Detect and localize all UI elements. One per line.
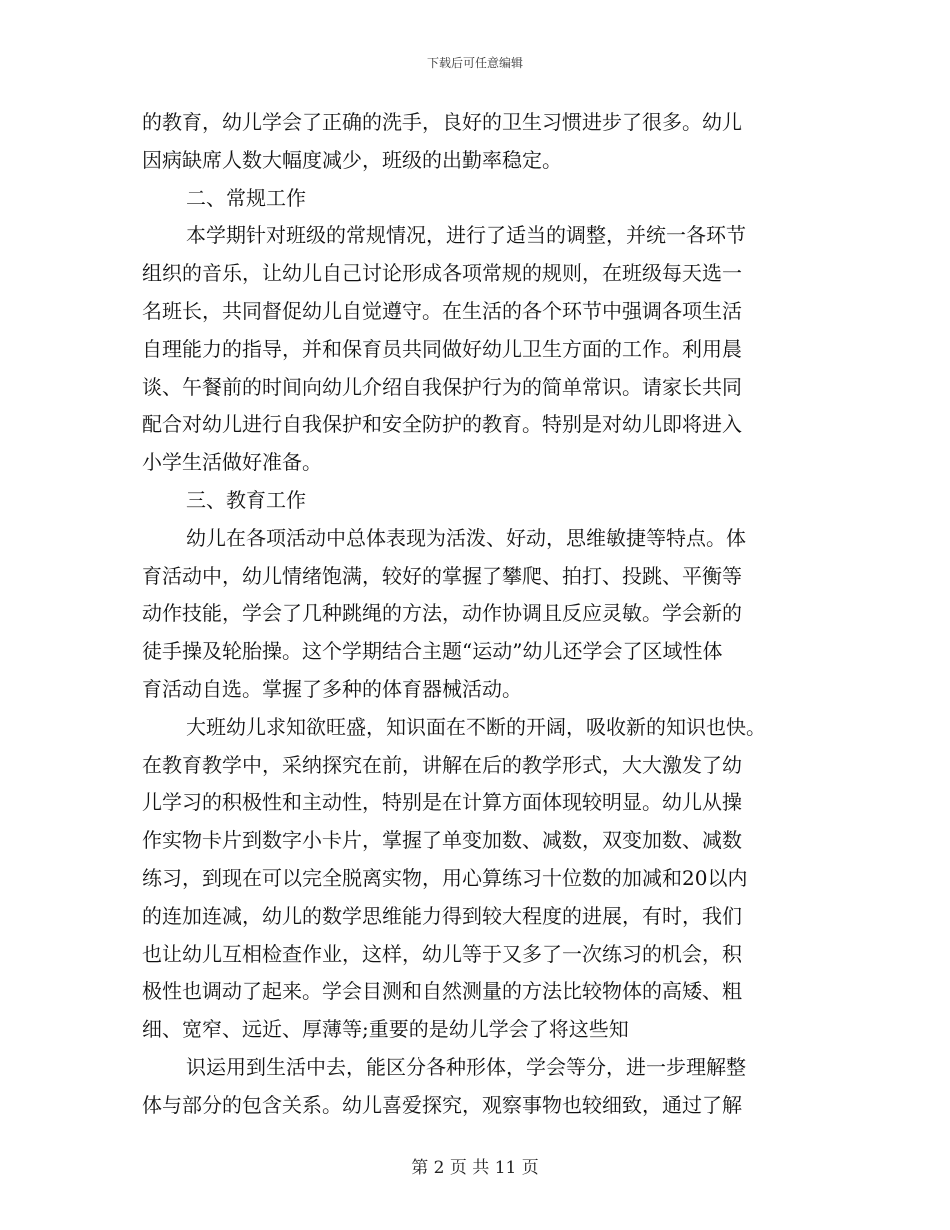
text-line: 细、宽窄、远近、厚薄等;重要的是幼儿学会了将这些知 [142,1017,629,1042]
text-line: 大班幼儿求知欲旺盛，知识面在不断的开阔，吸收新的知识也快。 [186,714,766,739]
text-line: 体与部分的包含关系。幼儿喜爱探究，观察事物也较细致，通过了解 [142,1092,742,1117]
text-line: 自理能力的指导，并和保育员共同做好幼儿卫生方面的工作。利用晨 [142,336,742,361]
text-line: 谈、午餐前的时间向幼儿介绍自我保护行为的简单常识。请家长共同 [142,374,742,399]
document-body [142,104,802,1125]
text-line: 育活动中，幼儿情绪饱满，较好的掌握了攀爬、拍打、投跳、平衡等 [142,563,742,588]
text-line: 儿学习的积极性和主动性，特别是在计算方面体现较明显。幼儿从操 [142,790,742,815]
text-line: 的教育，幼儿学会了正确的洗手，良好的卫生习惯进步了很多。幼儿 [142,110,742,134]
text-line: 作实物卡片到数字小卡片，掌握了单变加数、减数，双变加数、减数 [142,828,742,853]
text-line: 识运用到生活中去，能区分各种形体，学会等分，进一步理解整 [186,1054,746,1079]
page-number-footer: 第 2 页 共 11 页 [411,1158,539,1178]
header-note: 下载后可任意编辑 [426,56,523,70]
text-line: 因病缺席人数大幅度减少，班级的出勤率稳定。 [142,147,562,172]
text-line: 名班长，共同督促幼儿自觉遵守。在生活的各个环节中强调各项生活 [142,298,742,323]
text-line: 在教育教学中，采纳探究在前，讲解在后的教学形式，大大激发了幼 [142,752,742,777]
text-line: 二、常规工作 [186,185,306,210]
text-line: 三、教育工作 [186,487,306,512]
text-line: 也让幼儿互相检查作业，这样，幼儿等于又多了一次练习的机会，积 [142,941,742,966]
text-line: 配合对幼儿进行自我保护和安全防护的教育。特别是对幼儿即将进入 [142,412,742,437]
text-line: 动作技能，学会了几种跳绳的方法，动作协调且反应灵敏。学会新的 [142,601,742,626]
text-line: 组织的音乐，让幼儿自己讨论形成各项常规的规则，在班级每天选一 [142,261,742,286]
text-line: 小学生活做好准备。 [142,450,322,475]
text-line: 本学期针对班级的常规情况，进行了适当的调整，并统一各环节 [186,223,746,248]
text-line: 幼儿在各项活动中总体表现为活泼、好动，思维敏捷等特点。体 [186,525,746,550]
text-line: 育活动自选。掌握了多种的体育器械活动。 [142,676,522,701]
text-line: 练习，到现在可以完全脱离实物，用心算练习十位数的加减和20以内 [142,865,748,890]
text-line: 徒手操及轮胎操。这个学期结合主题“运动”幼儿还学会了区域性体 [142,639,723,664]
text-line: 极性也调动了起来。学会目测和自然测量的方法比较物体的高矮、粗 [142,979,742,1004]
text-line: 的连加连减，幼儿的数学思维能力得到较大程度的进展，有时，我们 [142,903,742,928]
